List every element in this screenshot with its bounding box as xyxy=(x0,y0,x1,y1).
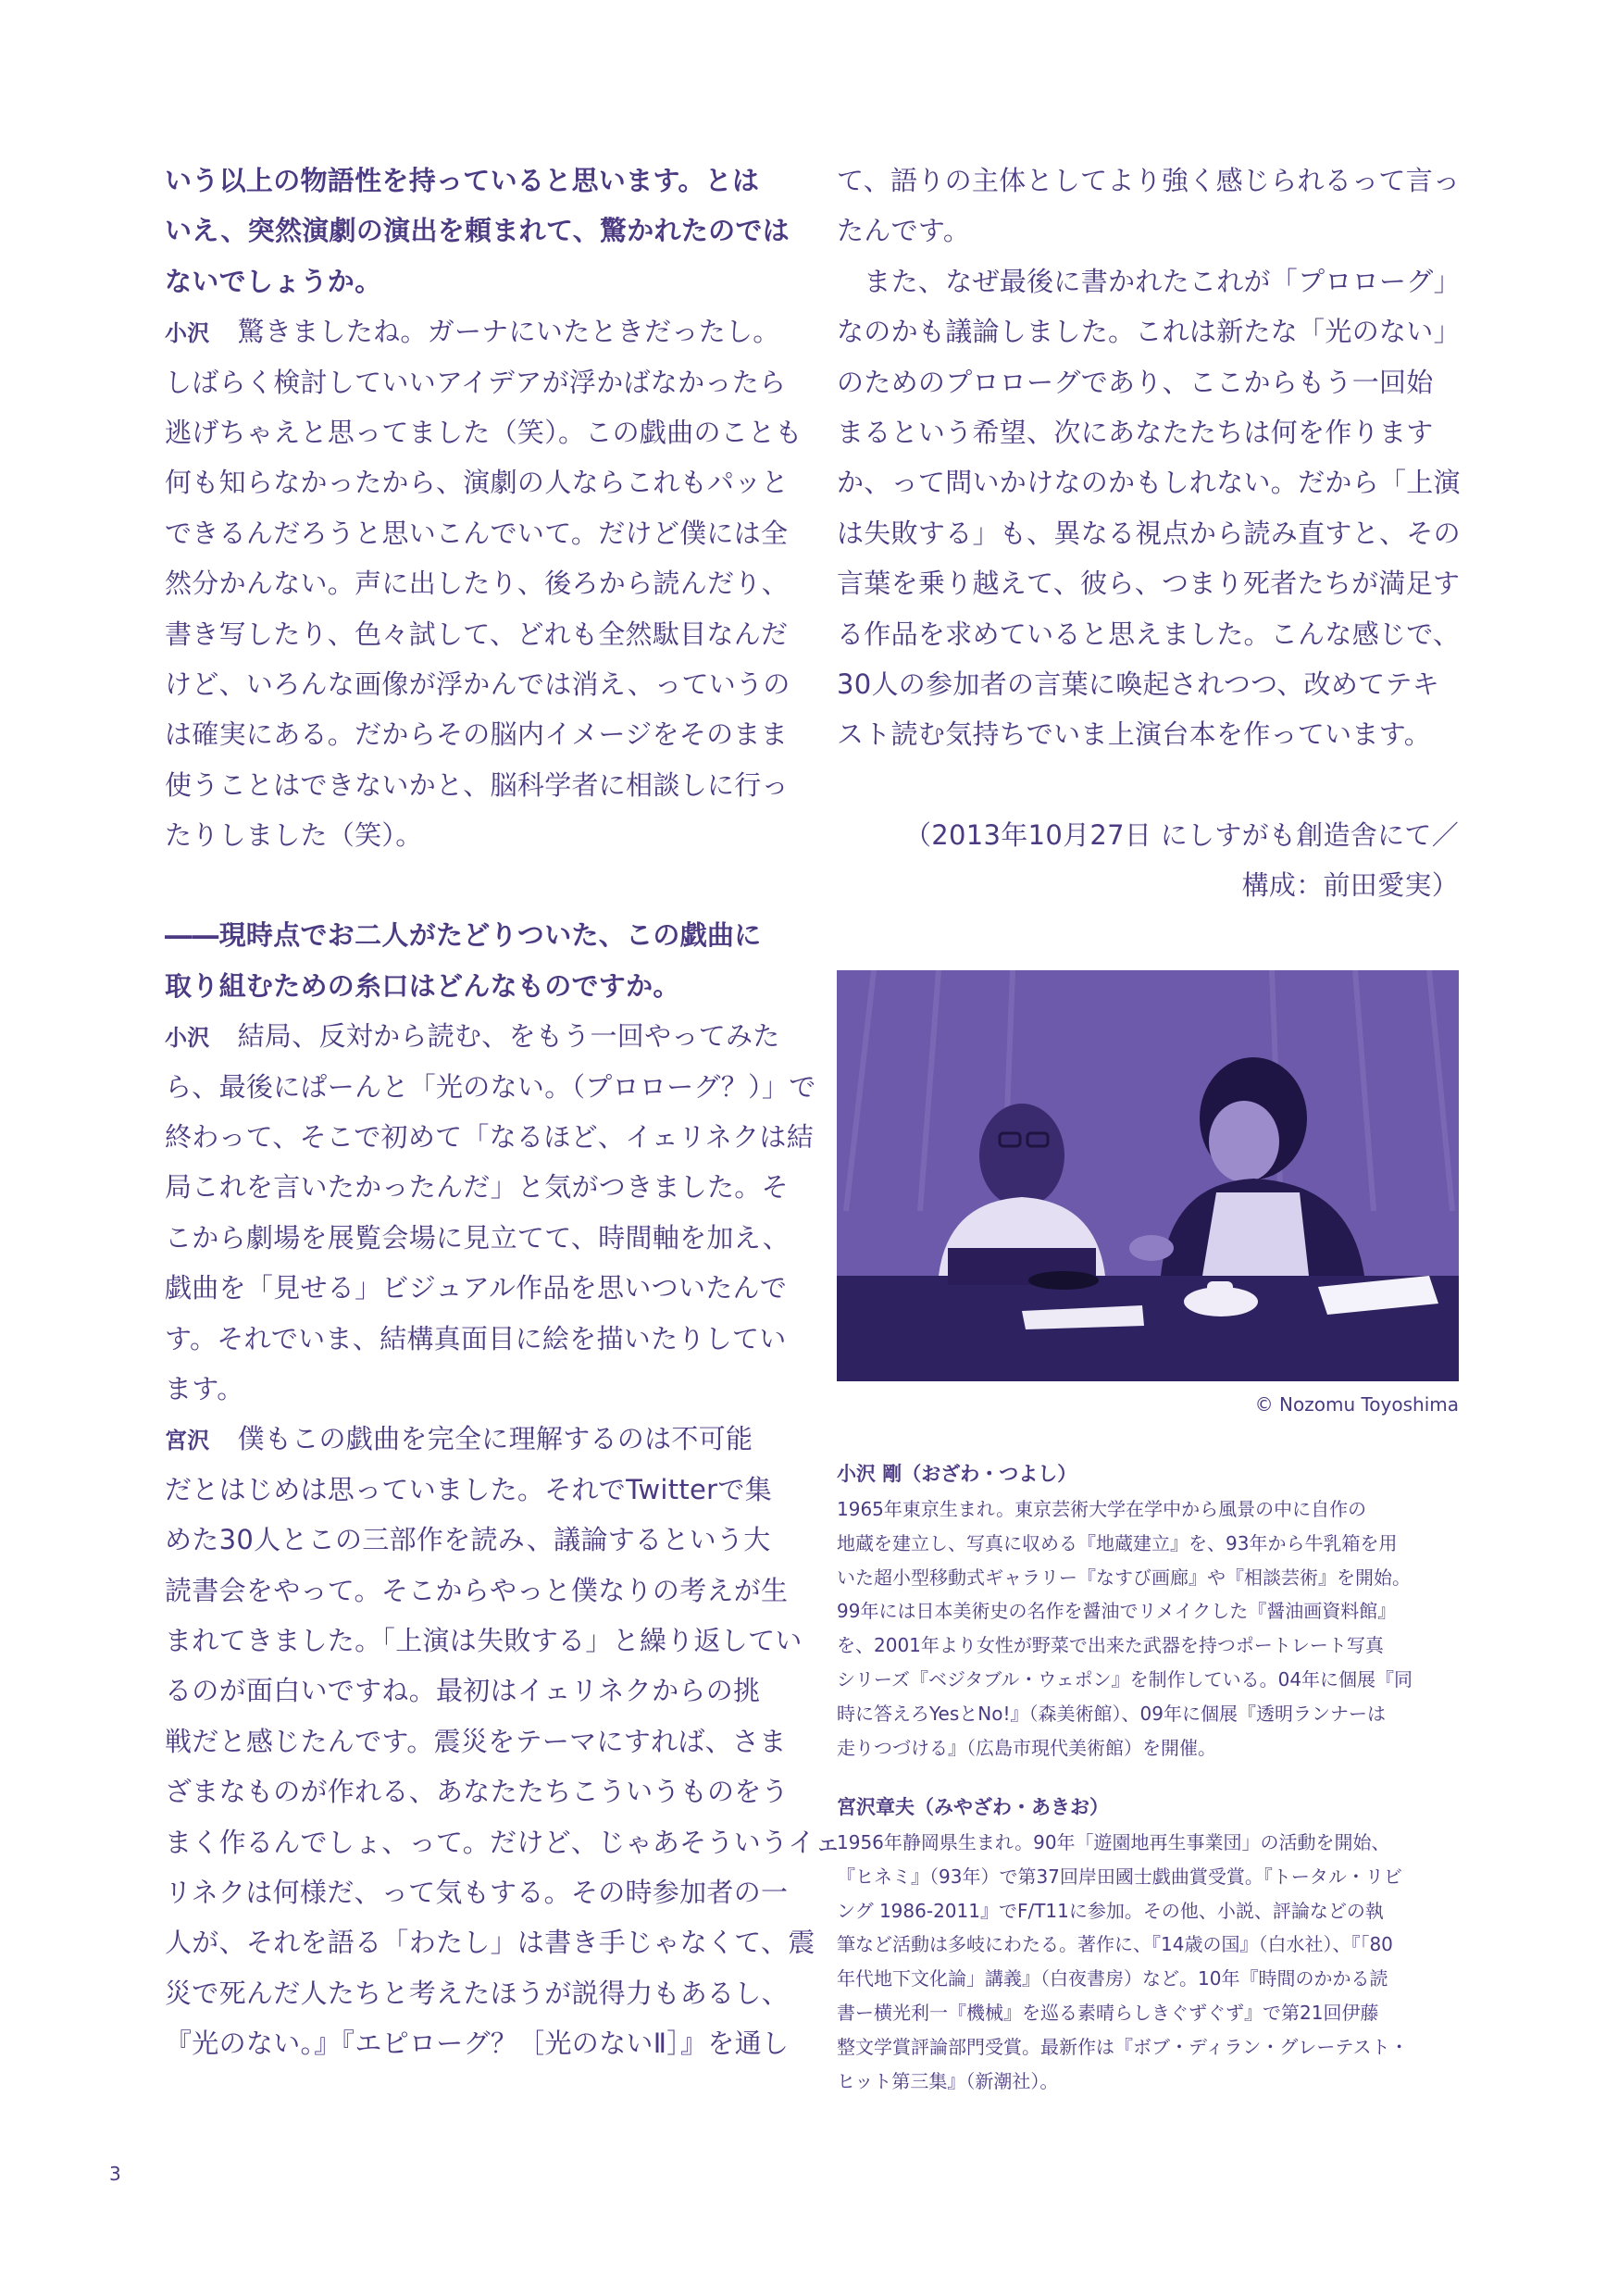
interview-source-note: （2013年10月27日 にしすがも創造舎にて／ 構成：前田愛実） xyxy=(903,818,1459,902)
photo-credit: © Nozomu Toyoshima xyxy=(1254,1393,1459,1416)
answer-miyazawa: 宮沢 僕もこの戯曲を完全に理解するのは不可能 だとはじめは思っていました。それでTwitterで集 めた30人とこの三部作を読み、議論するという大 読書会をやって。そこからやっと僕なりの考えが生 まれてきました。「上演は失敗する」と繰り返してい るのが面白いですね。最初はイェリネクからの挑 戦だと感じたんです。震災をテーマにすれば、さま ざまなものが作れる、あなたたちこういうものをう まく作るんでしょ、って。だけど、じゃあそういうイェ リネクは何様だ、って気もする。その時参加者の一 人が、それを語る「わたし」は書き手じゃなくて、震 災で死んだ人たちと考えたほうが説得力もあるし、 『光のない。』『エピローグ？［光のないⅡ］』を通し xyxy=(165,1423,842,2060)
answer-miyazawa-continued: て、語りの主体としてより強く感じられるって言っ たんです。 また、なぜ最後に書かれたこれが「プロローグ」 なのかも議論しました。これは新たな「光のない」 のためのプロローグであり、ここからもう一回始 まるという希望、次にあなたたちは何を作ります か、って問いかけなのかもしれない。だから「上演 は失敗する」も、異なる視点から読み直すと、その 言葉を乗り越えて、彼ら、つまり死者たちが満足す る作品を求めていると思えました。こんな感じで、 30人の参加者の言葉に喚起されつつ、改めてテキ スト読む気持ちでいま上演台本を作っています。 xyxy=(837,165,1461,751)
page-number: 3 xyxy=(109,2163,121,2185)
interview-photo xyxy=(837,970,1459,1381)
interview-question-intro: いう以上の物語性を持っていると思います。とは いえ、突然演劇の演出を頼まれて、驚かれたのでは ないでしょうか。 xyxy=(165,165,790,297)
bio-ozawa: 小沢 剛（おざわ・つよし） 1965年東京生まれ。東京芸術大学在学中から風景の中に自作の 地蔵を建立し、写真に収める『地蔵建立』を、93年から牛乳箱を用 いた超小型移動式ギャラリー『なすび画廊』や『相談芸術』を開始。 99年には日本美術史の名作を醤油でリメイクした『醤油画資料館』 を、2001年より女性が野菜で出来た武器を持つポートレート写真 シリーズ『ベジタブル・ウェポン』を制作している。04年に個展『同 時に答えろYesとNo!』（森美術館）、09年に個展『透明ランナーは 走りつづける』（広島市現代美術館）を開催。 xyxy=(837,1455,1459,1765)
left-column xyxy=(165,156,842,2068)
speaker-label: 小沢 xyxy=(165,320,210,347)
answer-ozawa-2: 小沢 結局、反対から読む、をもう一回やってみた ら、最後にぱーんと「光のない。（プロローグ？）」で 終わって、そこで初めて「なるほど、イェリネクは結 局これを言いたかったんだ」と気がつきました。そ こから劇場を展覧会場に見立てて、時間軸を加え、 戯曲を「見せる」ビジュアル作品を思いついたんで す。それでいま、結構真面目に絵を描いたりしてい ます。 xyxy=(165,1020,816,1404)
right-column xyxy=(837,156,1459,910)
interview-photo-illustration xyxy=(837,970,1459,1381)
speaker-label: 宮沢 xyxy=(165,1428,210,1454)
speaker-label: 小沢 xyxy=(165,1025,210,1052)
bio-name: 宮沢章夫（みやざわ・あきお） xyxy=(837,1796,1109,1818)
bio-name: 小沢 剛（おざわ・つよし） xyxy=(837,1463,1077,1485)
answer-ozawa-1: 小沢 驚きましたね。ガーナにいたときだったし。 しばらく検討していいアイデアが浮かばなかったら 逃げちゃえと思ってました（笑）。この戯曲のことも 何も知らなかったから、演劇の人ならこれもパッと できるんだろうと思いこんでいて。だけど僕には全 然分かんない。声に出したり、後ろから読んだり、 書き写したり、色々試して、どれも全然駄目なんだ けど、いろんな画像が浮かんでは消え、っていうの は確実にある。だからその脳内イメージをそのまま 使うことはできないかと、脳科学者に相談しに行っ たりしました（笑）。 xyxy=(165,316,803,852)
interview-question-2: ――現時点でお二人がたどりついた、この戯曲に 取り組むための糸口はどんなものですか。 xyxy=(165,919,762,1002)
bio-miyazawa: 宮沢章夫（みやざわ・あきお） 1956年静岡県生まれ。90年「遊園地再生事業団」の活動を開始、 『ヒネミ』（93年）で第37回岸田國士戯曲賞受賞。『トータル・リビ ング 1986-2011』でF/T11に参加。その他、小説、評論などの執 筆など活動は多岐にわたる。著作に、『14歳の国』（白水社）、『「80 年代地下文化論」講義』（白夜書房）など。10年『時間のかかる読 書ー横光利一『機械』を巡る素晴らしきぐずぐず』で第21回伊藤 整文学賞評論部門受賞。最新作は『ボブ・ディラン・グレーテスト・ ヒット第三集』（新潮社）。 xyxy=(837,1789,1459,2098)
svg-text:9: 9 xyxy=(1304,1199,1335,1249)
